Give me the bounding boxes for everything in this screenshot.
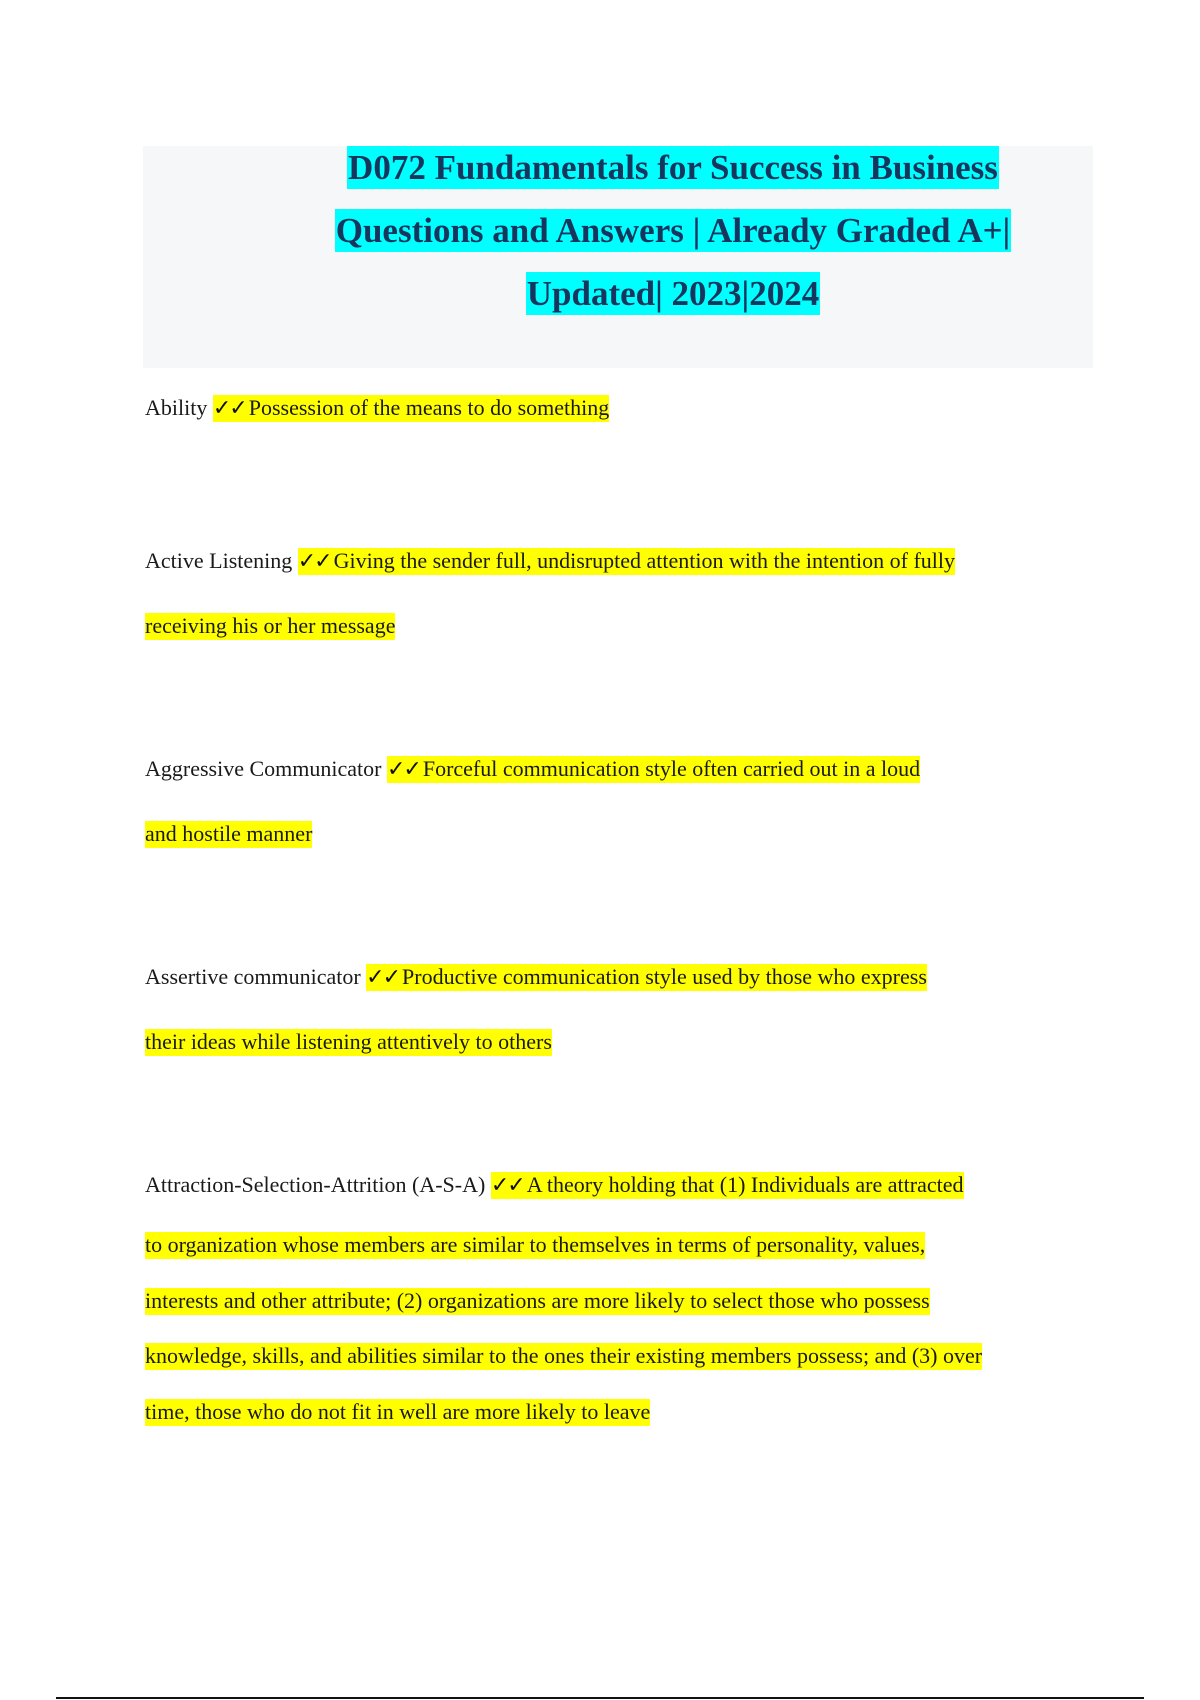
entry-term: Ability [145, 395, 208, 420]
entry-definition-line: Forceful communication style often carried out in a loud [422, 756, 921, 781]
title-line-3: Updated| 2023|2024 [526, 274, 820, 313]
double-check-icon: ✓✓ [297, 549, 331, 574]
entry-definition-line: receiving his or her message [145, 613, 396, 638]
entry-term: Assertive communicator [145, 964, 361, 989]
entry-definition-line: A theory holding that (1) Individuals are attracted [526, 1172, 964, 1197]
entry-term: Active Listening [145, 548, 293, 573]
entry-definition-line: Giving the sender full, undisrupted attention with the intention of fully [333, 548, 956, 573]
entry-term: Attraction-Selection-Attrition (A-S-A) [145, 1172, 486, 1197]
entry-definition-line: to organization whose members are similar to themselves in terms of personality, values, [145, 1232, 926, 1257]
title-line-2: Questions and Answers | Already Graded A+| [335, 211, 1011, 250]
qa-entry-assertive-communicator [145, 962, 1085, 1057]
page-bottom-rule [56, 1697, 1144, 1699]
entry-answer [213, 395, 609, 422]
entry-definition-line: interests and other attribute; (2) organizations are more likely to select those who possess [145, 1288, 930, 1313]
entry-definition-line: knowledge, skills, and abilities similar to the ones their existing members possess; and (3) over [145, 1343, 983, 1368]
entry-definition-line: and hostile manner [145, 821, 313, 846]
qa-entry-ability [145, 393, 1085, 423]
qa-entry-attraction-selection-attrition [145, 1170, 1085, 1427]
entry-answer [298, 548, 955, 575]
entry-definition-line: Productive communication style used by those who express [402, 964, 927, 989]
title-line-1: D072 Fundamentals for Success in Business [348, 148, 998, 187]
double-check-icon: ✓✓ [386, 757, 420, 782]
qa-entry-active-listening [145, 546, 1085, 641]
entry-answer [366, 964, 927, 991]
entry-term: Aggressive Communicator [145, 756, 382, 781]
double-check-icon: ✓✓ [366, 965, 400, 990]
document-title [143, 146, 1200, 335]
double-check-icon: ✓✓ [212, 396, 246, 421]
double-check-icon: ✓✓ [490, 1173, 524, 1198]
entry-definition-line: time, those who do not fit in well are more likely to leave [145, 1399, 651, 1424]
qa-entry-aggressive-communicator [145, 754, 1085, 849]
entry-definition-line: their ideas while listening attentively to others [145, 1029, 552, 1054]
entry-definition-line: Possession of the means to do something [248, 395, 610, 420]
entry-answer [387, 756, 920, 783]
entry-answer [491, 1172, 964, 1199]
